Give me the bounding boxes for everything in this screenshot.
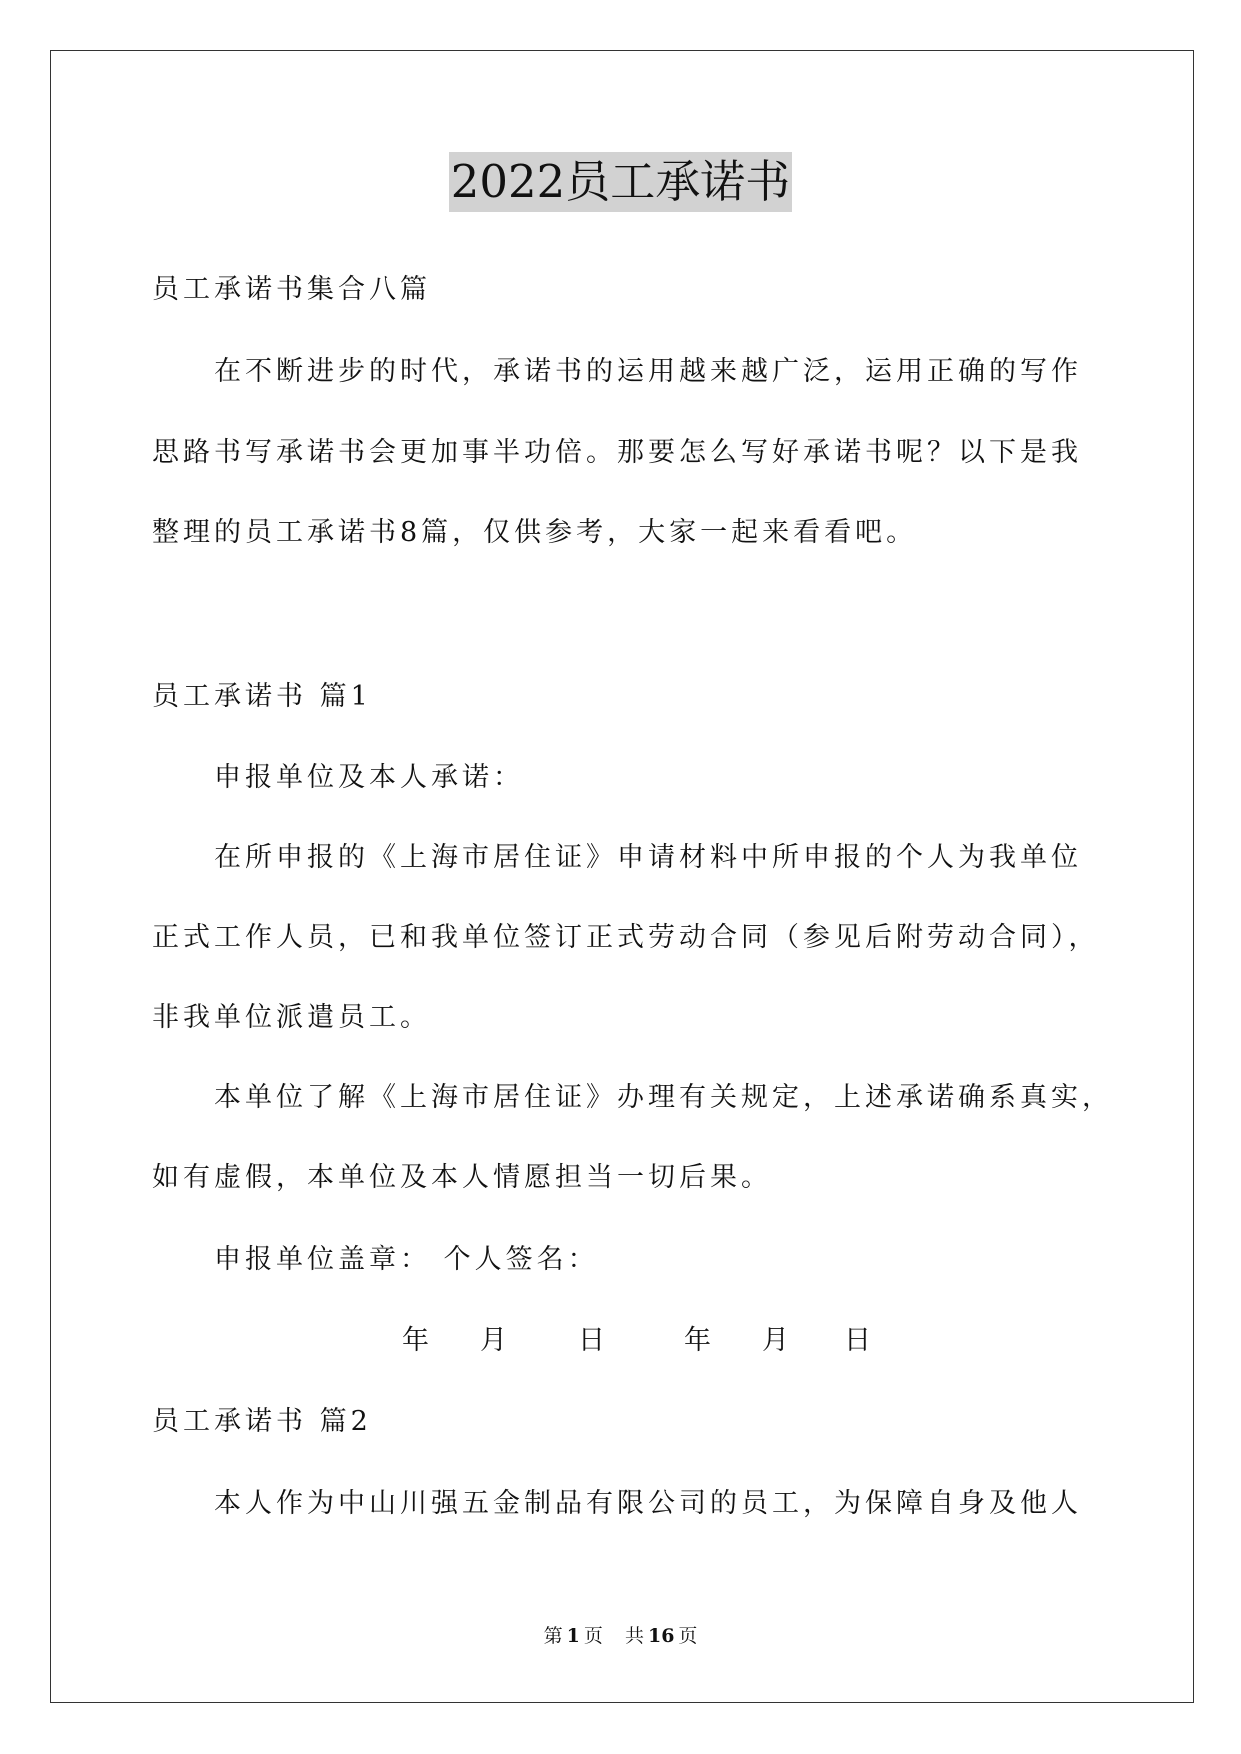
section-heading: 员工承诺书 篇2	[152, 1406, 372, 1437]
date-month-label: 月	[480, 1325, 507, 1356]
date-day-label: 日	[578, 1325, 605, 1356]
date-month-label: 月	[762, 1325, 789, 1356]
paragraph-line: 本单位了解《上海市居住证》办理有关规定，上述承诺确系真实，	[214, 1082, 1113, 1113]
signature-line: 申报单位盖章： 个人签名：	[214, 1244, 599, 1275]
paragraph-line: 申报单位及本人承诺：	[214, 762, 524, 793]
footer-total-suffix: 页	[678, 1625, 698, 1647]
footer-prefix: 第	[543, 1625, 563, 1647]
intro-line: 思路书写承诺书会更加事半功倍。那要怎么写好承诺书呢？以下是我	[152, 437, 1082, 468]
intro-line: 整理的员工承诺书8篇，仅供参考，大家一起来看看吧。	[152, 517, 918, 548]
paragraph-line: 非我单位派遣员工。	[152, 1002, 431, 1033]
footer-page-number: 1	[566, 1625, 580, 1647]
date-year-label: 年	[402, 1325, 429, 1356]
footer-total-pages: 16	[647, 1625, 675, 1647]
section-heading: 员工承诺书 篇1	[152, 681, 372, 712]
paragraph-line: 如有虚假，本单位及本人情愿担当一切后果。	[152, 1162, 772, 1193]
footer-page-suffix: 页	[583, 1625, 603, 1647]
date-day-label: 日	[844, 1325, 871, 1356]
document-title: 2022员工承诺书	[449, 152, 793, 212]
paragraph-line: 在所申报的《上海市居住证》申请材料中所申报的个人为我单位	[214, 842, 1082, 873]
document-subtitle: 员工承诺书集合八篇	[152, 274, 431, 305]
title-wrap	[0, 152, 1241, 212]
paragraph-line: 正式工作人员，已和我单位签订正式劳动合同（参见后附劳动合同），	[152, 922, 1100, 953]
paragraph-line: 本人作为中山川强五金制品有限公司的员工，为保障自身及他人	[214, 1488, 1082, 1519]
date-year-label: 年	[684, 1325, 711, 1356]
page-footer	[0, 1622, 1241, 1650]
intro-line: 在不断进步的时代，承诺书的运用越来越广泛，运用正确的写作	[214, 356, 1082, 387]
footer-total-prefix: 共	[624, 1625, 644, 1647]
